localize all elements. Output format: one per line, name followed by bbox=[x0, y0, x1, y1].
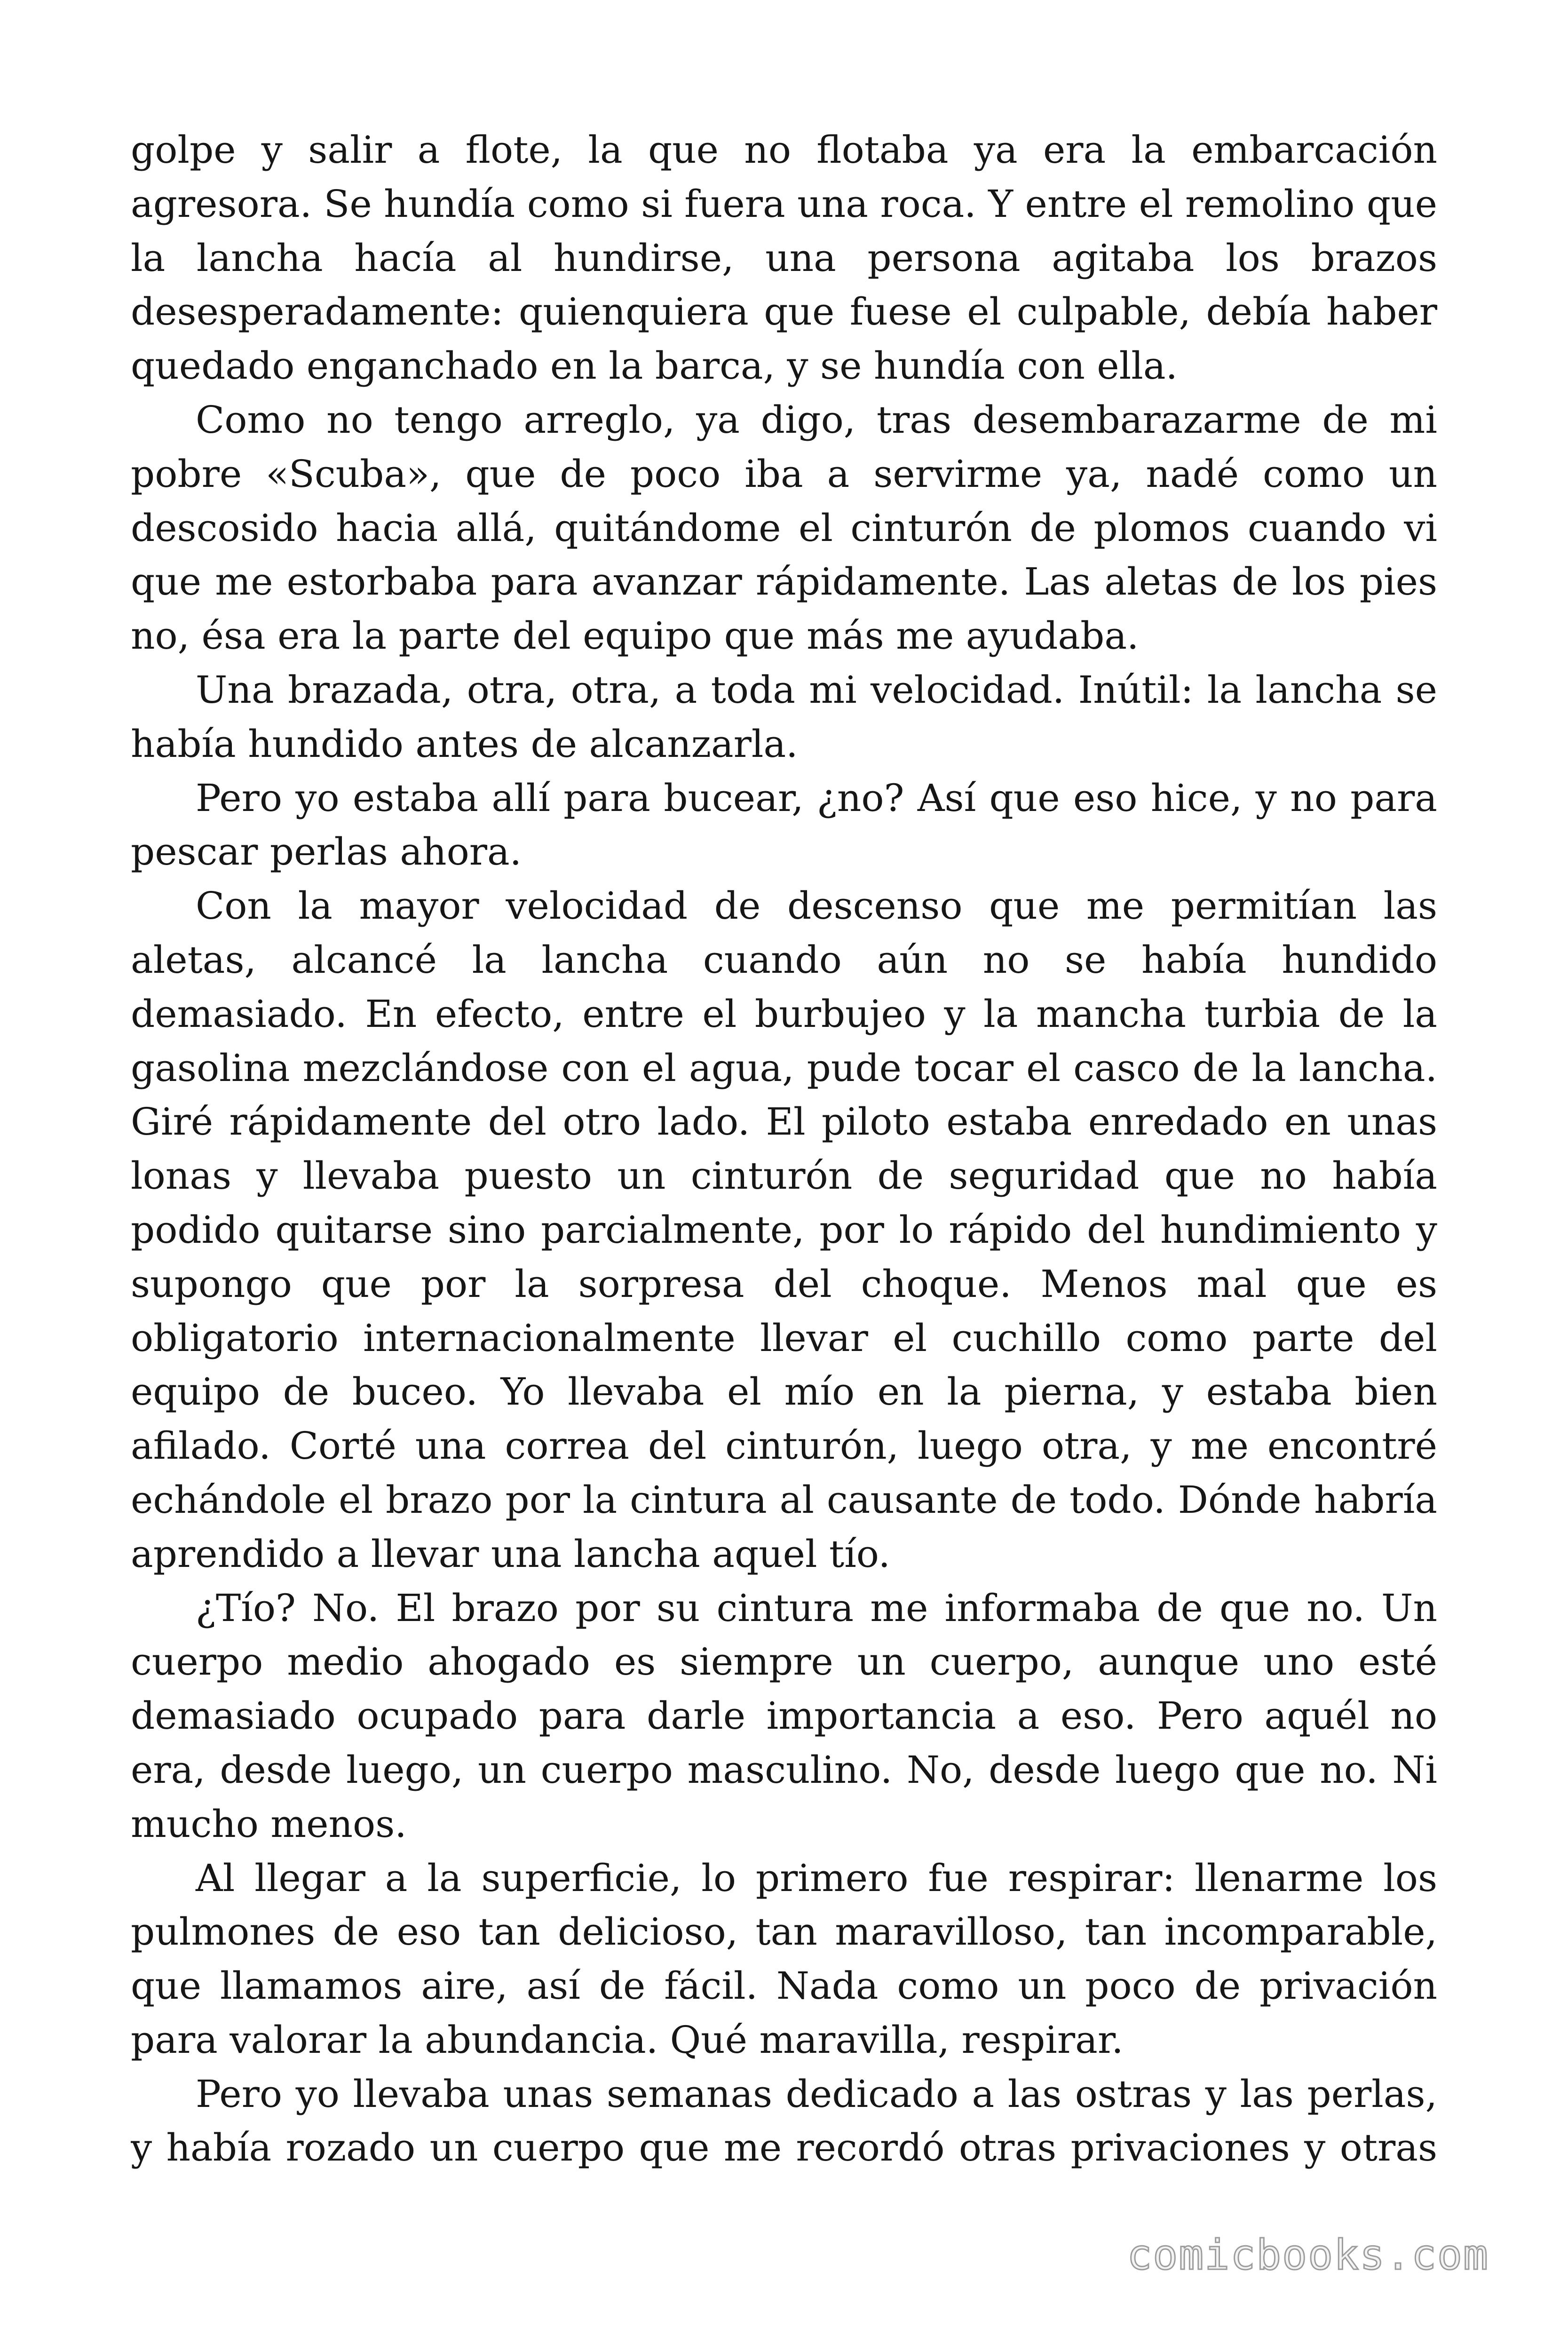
paragraph-4: Pero yo estaba allí para bucear, ¿no? Así que eso hice, y no para pescar perlas ahora. bbox=[131, 776, 1437, 874]
paragraph-6: ¿Tío? No. El brazo por su cintura me informaba de que no. Un cuerpo medio ahogado es siempre un cuerpo, aunque uno esté demasiado ocupado para darle importancia a eso. Pero aquél no era, desde luego, un cuerpo masculino. No, desde luego que no. Ni mucho menos. bbox=[131, 1586, 1437, 1846]
paragraph-5: Con la mayor velocidad de descenso que me permitían las aletas, alcancé la lancha cuando aún no se había hundido demasiado. En efecto, entre el burbujeo y la mancha turbia de la gasolina mezclándose con el agua, pude tocar el casco de la lancha. Giré rápidamente del otro lado. El piloto estaba enredado en unas lonas y llevaba puesto un cinturón de seguridad que no había podido quitarse sino parcialmente, por lo rápido del hundimiento y supongo que por la sorpresa del choque. Menos mal que es obligatorio internacionalmente llevar el cuchillo como parte del equipo de buceo. Yo llevaba el mío en la pierna, y estaba bien afilado. Corté una correa del cinturón, luego otra, y me encontré echándole el brazo por la cintura al causante de todo. Dónde habría aprendido a llevar una lancha aquel tío. bbox=[131, 884, 1437, 1576]
paragraph-1: golpe y salir a flote, la que no flotaba ya era la embarcación agresora. Se hundía como si fuera una roca. Y entre el remolino que la lancha hacía al hundirse, una persona agitaba los brazos desesperadamente: quienquiera que fuese el culpable, debía haber quedado enganchado en la barca, y se hundía con ella. bbox=[131, 128, 1437, 388]
paragraph-3: Una brazada, otra, otra, a toda mi velocidad. Inútil: la lancha se había hundido antes de alcanzarla. bbox=[131, 667, 1437, 766]
page-body bbox=[131, 123, 1437, 2240]
paragraph-8: Pero yo llevaba unas semanas dedicado a las ostras y las perlas, y había rozado un cuerpo que me recordó otras privaciones y otras bbox=[131, 2072, 1437, 2170]
site-watermark: comicbooks.com bbox=[1127, 2231, 1489, 2279]
paragraph-2: Como no tengo arreglo, ya digo, tras desembarazarme de mi pobre «Scuba», que de poco iba a servirme ya, nadé como un descosido hacia allá, quitándome el cinturón de plomos cuando vi que me estorbaba para avanzar rápidamente. Las aletas de los pies no, ésa era la parte del equipo que más me ayudaba. bbox=[131, 397, 1437, 658]
paragraph-7: Al llegar a la superficie, lo primero fue respirar: llenarme los pulmones de eso tan delicioso, tan maravilloso, tan incomparable, que llamamos aire, así de fácil. Nada como un poco de privación para valorar la abundancia. Qué maravilla, respirar. bbox=[131, 1856, 1437, 2062]
book-text bbox=[131, 123, 1437, 2175]
